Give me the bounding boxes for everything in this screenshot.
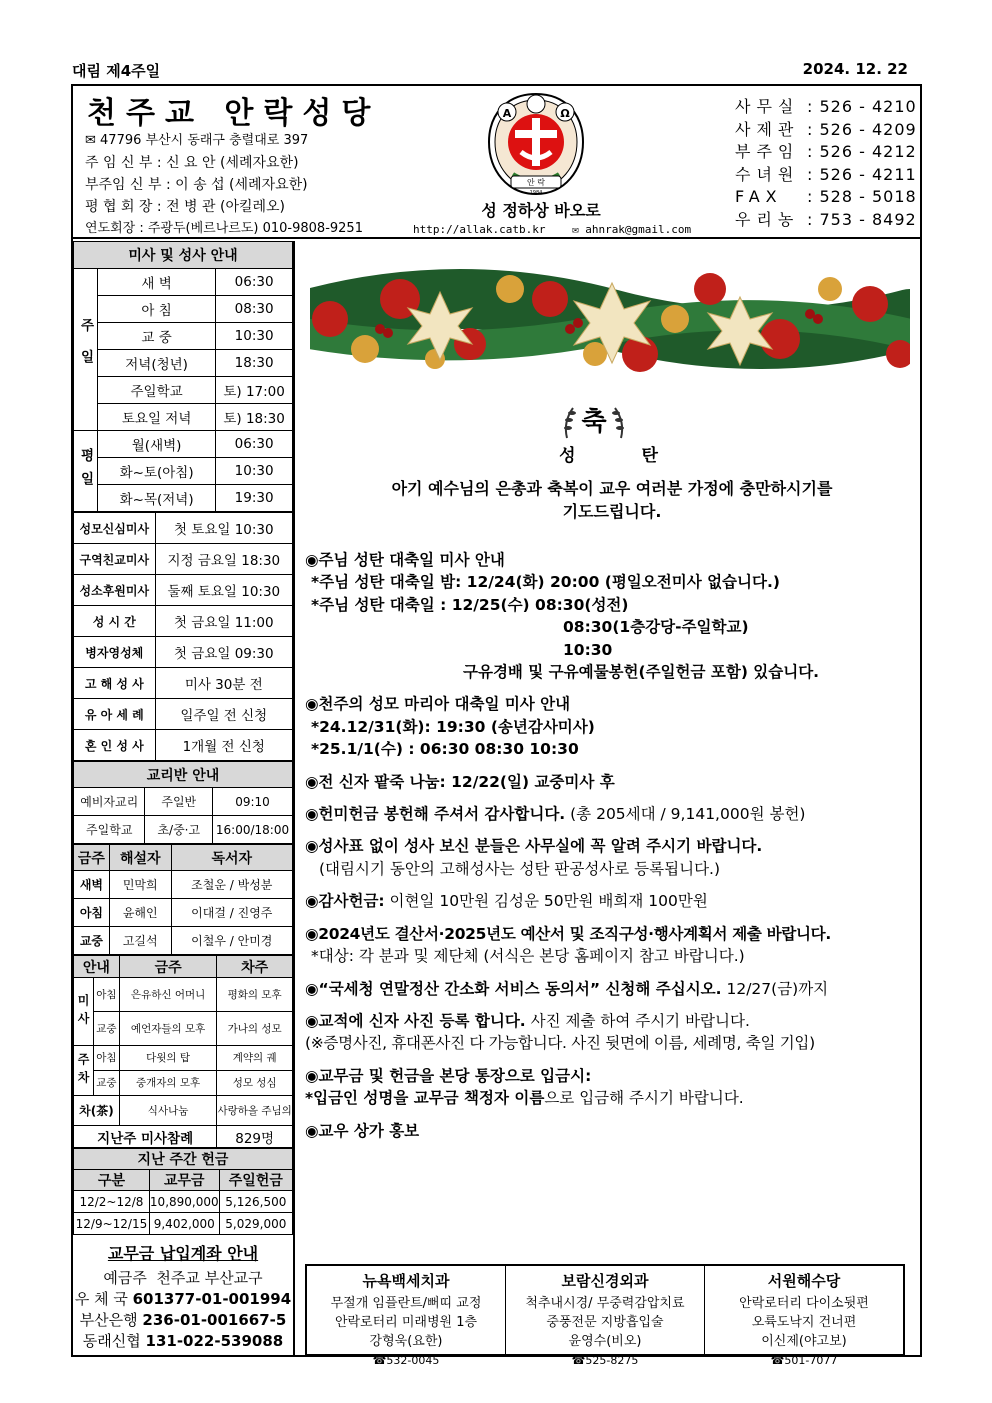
guide-mass-label: 미사 bbox=[74, 978, 94, 1046]
servers-header: 금주 bbox=[74, 845, 110, 871]
shop-line: 중풍전문 지방흡입술 bbox=[546, 1315, 664, 1330]
class-time: 09:10 bbox=[213, 788, 293, 816]
guide-header: 금주 bbox=[119, 956, 216, 978]
church-logo bbox=[485, 90, 587, 198]
guide-this: 중개자의 모후 bbox=[119, 1071, 216, 1096]
shop-phone: ☎525-8275 bbox=[571, 1354, 639, 1367]
offering-header: 교무금 bbox=[149, 1170, 219, 1191]
mass-time: 08:30 bbox=[216, 296, 293, 323]
class-day: 주일반 bbox=[145, 788, 213, 816]
mass-time: 10:30 bbox=[216, 458, 293, 485]
guide-this: 다윗의 탑 bbox=[119, 1046, 216, 1071]
liturgical-week: 대림 제4주일 bbox=[72, 62, 161, 80]
website-link[interactable]: http://allak.catb.kr bbox=[413, 223, 546, 236]
main-content bbox=[297, 241, 920, 1367]
guide-slot: 아침 bbox=[93, 978, 119, 1012]
special-time: 지정 금요일 18:30 bbox=[155, 544, 292, 575]
mass-name: 화~토(아침) bbox=[97, 458, 215, 485]
offering-title: 지난 주간 헌금 bbox=[74, 1149, 293, 1170]
blessing-message bbox=[317, 477, 907, 523]
notice-photo: ◉교적에 신자 사진 등록 합니다. 사진 제출 하여 주시기 바랍니다. (※증명사진, 휴대폰사진 다 가능합니다. 사진 뒷면에 이름, 세례명, 축일 기입) bbox=[305, 1010, 915, 1055]
guide-header: 차주 bbox=[217, 956, 293, 978]
account-bank: 동래신협 131-022-539088 bbox=[82, 1332, 284, 1350]
mass-name: 아 침 bbox=[97, 296, 215, 323]
catechism-table bbox=[73, 761, 293, 844]
guide-slot: 교중 bbox=[93, 1071, 119, 1096]
shop-name: 서원해수당 bbox=[767, 1272, 841, 1290]
mass-name: 월(새벽) bbox=[97, 431, 215, 458]
special-time: 첫 토요일 10:30 bbox=[155, 513, 292, 544]
notice-line: *주님 성탄 대축일 밤: 12/24(화) 20:00 (평일오전미사 없습니다.) bbox=[311, 573, 780, 592]
guide-header: 안내 bbox=[74, 956, 120, 978]
shop-phone: ☎532-0045 bbox=[372, 1354, 440, 1367]
commentator: 민막희 bbox=[109, 871, 171, 899]
guide-tea-label: 주차 bbox=[74, 1046, 94, 1096]
mass-time: 06:30 bbox=[216, 431, 293, 458]
server-slot: 새벽 bbox=[74, 871, 110, 899]
special-mass-table bbox=[73, 512, 293, 761]
attendance-value: 829명 bbox=[217, 1126, 293, 1148]
special-time: 첫 금요일 11:00 bbox=[155, 606, 292, 637]
svg-text:Ω: Ω bbox=[560, 107, 570, 120]
notices bbox=[305, 549, 915, 1152]
shop-line: 안락로터리 다이소뒷편 bbox=[739, 1296, 869, 1311]
offering-header: 구분 bbox=[74, 1170, 150, 1191]
mass-name: 화~목(저녁) bbox=[97, 485, 215, 512]
notice-thanks-offering: ◉감사헌금: 이현일 10만원 김성운 50만원 배희재 100만원 bbox=[305, 892, 708, 911]
notice-line: *주님 성탄 대축일 : 12/25(수) 08:30(성전) bbox=[311, 595, 629, 614]
blessing-line: 기도드립니다. bbox=[562, 502, 662, 521]
mass-time: 10:30 bbox=[216, 323, 293, 350]
logo-year: 1984 bbox=[529, 190, 543, 196]
shop-line: 오륙도낙지 건너편 bbox=[751, 1315, 857, 1330]
phone-row: 수녀원 : 526 - 4211 bbox=[735, 164, 917, 184]
header bbox=[73, 86, 920, 239]
mass-time: 06:30 bbox=[216, 269, 293, 296]
notice-line: *24.12/31(화): 19:30 (송년감사미사) bbox=[311, 717, 595, 736]
shop-card bbox=[705, 1266, 903, 1367]
mass-title: 미사 및 성사 안내 bbox=[74, 242, 293, 269]
guide-next: 평화의 모후 bbox=[217, 978, 293, 1012]
weekday-label: 평일 bbox=[74, 431, 98, 512]
mass-name: 교 중 bbox=[97, 323, 215, 350]
offering-table bbox=[73, 1148, 293, 1235]
readers: 이철우 / 안미경 bbox=[171, 927, 292, 955]
notice-title: ◉천주의 성모 마리아 대축일 미사 안내 bbox=[305, 695, 571, 714]
notice-shops: ◉교우 상가 홍보 bbox=[305, 1121, 420, 1140]
sunday-label: 주일 bbox=[74, 269, 98, 431]
bulletin-date: 2024. 12. 22 bbox=[802, 60, 908, 78]
shop-name: 뉴욕백세치과 bbox=[362, 1272, 450, 1290]
pastor: 주 임 신 부 : 신 요 안 (세례자요한) bbox=[85, 155, 299, 171]
account-holder: 예금주 천주교 부산교구 bbox=[103, 1269, 263, 1287]
mass-time: 19:30 bbox=[216, 485, 293, 512]
notice-title: ◉교무금 및 헌금을 본당 통장으로 입금시: bbox=[305, 1066, 592, 1085]
guide-next: 계약의 궤 bbox=[217, 1046, 293, 1071]
offering-dues: 9,402,000 bbox=[149, 1213, 219, 1235]
notice-bank-deposit: ◉교무금 및 헌금을 본당 통장으로 입금시: *입금인 성명을 교무금 책정자 이름으로 입금해 주시기 바랍니다. bbox=[305, 1065, 915, 1110]
special-name: 구역친교미사 bbox=[74, 544, 156, 575]
class-day: 초/중·고 bbox=[145, 816, 213, 844]
offering-dues: 10,890,000 bbox=[149, 1191, 219, 1213]
notice-line: (※증명사진, 휴대폰사진 다 가능합니다. 사진 뒷면에 이름, 세례명, 축일 기입) bbox=[305, 1034, 815, 1053]
notice-christmas-mass bbox=[305, 549, 915, 683]
church-name: 천주교 안락성당 bbox=[87, 96, 381, 131]
mass-name: 새 벽 bbox=[97, 269, 215, 296]
shop-card bbox=[307, 1266, 506, 1367]
special-time: 일주일 전 신청 bbox=[155, 699, 292, 730]
notice-rice-offering: ◉헌미헌금 봉헌해 주셔서 감사합니다. (총 205세대 / 9,141,000원 봉헌) bbox=[305, 805, 806, 824]
guide-this: 식사나눔 bbox=[119, 1096, 216, 1126]
congrats-char: 축 bbox=[581, 407, 607, 437]
choir-leader: 연도회장 : 주광두(베르나르도) 010-9808-9251 bbox=[85, 221, 363, 236]
bulletin-sheet bbox=[71, 84, 922, 1367]
shop-line: 안락로터리 미래병원 1층 bbox=[334, 1315, 478, 1330]
notice-red-bean: ◉전 신자 팥죽 나눔: 12/22(일) 교중미사 후 bbox=[305, 772, 615, 791]
special-name: 고 해 성 사 bbox=[74, 668, 156, 699]
notice-line: 구유경배 및 구유예물봉헌(주일헌금 포함) 있습니다. bbox=[463, 663, 820, 682]
shop-phone: ☎501-7077 bbox=[770, 1354, 838, 1367]
special-name: 병자영성체 bbox=[74, 637, 156, 668]
mass-schedule-table bbox=[73, 241, 293, 512]
notice-title: ◉주님 성탄 대축일 미사 안내 bbox=[305, 551, 505, 569]
phone-row: 부주임 : 526 - 4212 bbox=[735, 142, 917, 161]
logo-text: 안 락 bbox=[527, 178, 545, 187]
attendance-label: 지난주 미사참례 bbox=[74, 1126, 217, 1148]
guide-next: 사랑하올 주님의 bbox=[217, 1096, 293, 1126]
guide-slot: 교중 bbox=[93, 1012, 119, 1046]
class-time: 16:00/18:00 bbox=[213, 816, 293, 844]
guide-this: 은유하신 어머니 bbox=[119, 978, 216, 1012]
offering-period: 12/9~12/15 bbox=[74, 1213, 150, 1235]
special-time: 미사 30분 전 bbox=[155, 668, 292, 699]
notice-title: ◉성사표 없이 성사 보신 분들은 사무실에 꼭 알려 주시기 바랍니다. bbox=[305, 837, 763, 856]
guide-table bbox=[73, 955, 293, 1148]
council-president: 평 협 회 장 : 전 병 관 (아킬레오) bbox=[85, 199, 286, 215]
offering-period: 12/2~12/8 bbox=[74, 1191, 150, 1213]
christmas-garland-image bbox=[310, 259, 910, 387]
notice-line: *25.1/1(수) : 06:30 08:30 10:30 bbox=[311, 740, 579, 759]
notice-line: 08:30(1층강당-주일학교) bbox=[563, 618, 749, 637]
class-name: 주일학교 bbox=[74, 816, 145, 844]
phone-row: 사제관 : 526 - 4209 bbox=[735, 119, 917, 139]
readers: 조철운 / 박성분 bbox=[171, 871, 292, 899]
notice-line: 10:30 bbox=[563, 640, 613, 659]
mass-name: 토요일 저녁 bbox=[97, 404, 215, 431]
mass-time: 토) 18:30 bbox=[216, 404, 293, 431]
patron-saint: 성 정하상 바오로 bbox=[481, 201, 601, 220]
account-bank: 우 체 국 601377-01-001994 bbox=[74, 1290, 292, 1308]
server-slot: 아침 bbox=[74, 899, 110, 927]
shop-owner: 강형욱(요한) bbox=[369, 1334, 443, 1349]
guide-next: 가나의 성모 bbox=[217, 1012, 293, 1046]
shop-card bbox=[506, 1266, 705, 1367]
mass-time: 토) 17:00 bbox=[216, 377, 293, 404]
notice-confession bbox=[305, 835, 915, 880]
special-time: 1개월 전 신청 bbox=[155, 730, 292, 761]
phone-row: FAX : 528 - 5018 bbox=[735, 187, 917, 206]
special-name: 성 시 간 bbox=[74, 606, 156, 637]
catechism-title: 교리반 안내 bbox=[74, 762, 293, 788]
top-line bbox=[72, 60, 920, 82]
shop-line: 척추내시경/ 무중력감압치료 bbox=[525, 1296, 685, 1311]
phone-list bbox=[735, 96, 917, 231]
mass-name: 주일학교 bbox=[97, 377, 215, 404]
server-slot: 교중 bbox=[74, 927, 110, 955]
special-name: 유 아 세 례 bbox=[74, 699, 156, 730]
offering-sunday: 5,126,500 bbox=[219, 1191, 292, 1213]
address: ✉ 47796 부산시 동래구 충렬대로 397 bbox=[85, 133, 309, 148]
left-sidebar bbox=[73, 241, 295, 1355]
special-time: 첫 금요일 09:30 bbox=[155, 637, 292, 668]
blessing-line: 아기 예수님의 은총과 축복이 교우 여러분 가정에 충만하시기를 bbox=[391, 479, 833, 498]
phone-row: 사무실 : 526 - 4210 bbox=[735, 97, 917, 116]
commentator: 고길석 bbox=[109, 927, 171, 955]
servers-header: 독서자 bbox=[171, 845, 292, 871]
notice-budget bbox=[305, 923, 915, 968]
special-name: 성모신심미사 bbox=[74, 513, 156, 544]
notice-line: (대림시기 동안의 고해성사는 성탄 판공성사로 등록됩니다.) bbox=[319, 859, 721, 878]
account-bank: 부산은행 236-01-001667-5 bbox=[79, 1311, 287, 1329]
special-time: 둘째 토요일 10:30 bbox=[155, 575, 292, 606]
shop-ads bbox=[305, 1264, 905, 1367]
guide-next: 성모 성심 bbox=[217, 1071, 293, 1096]
phone-row: 우리농 : 753 - 8492 bbox=[735, 209, 917, 229]
shop-owner: 이신제(야고보) bbox=[761, 1334, 847, 1349]
guide-serve-label: 차(茶) bbox=[74, 1096, 120, 1126]
account-info bbox=[73, 1235, 293, 1352]
contact-links bbox=[413, 223, 691, 236]
svg-text:A: A bbox=[502, 107, 512, 120]
special-name: 혼 인 성 사 bbox=[74, 730, 156, 761]
assistant-pastor: 부주임 신 부 : 이 송 섭 (세례자요한) bbox=[85, 177, 308, 193]
servers-header: 해설자 bbox=[109, 845, 171, 871]
class-name: 예비자교리 bbox=[74, 788, 145, 816]
church-info bbox=[85, 130, 363, 240]
servers-table bbox=[73, 844, 293, 955]
readers: 이대걸 / 진영주 bbox=[171, 899, 292, 927]
notice-title: ◉2024년도 결산서·2025년도 예산서 및 조직구성·행사계획서 제출 바랍니다. bbox=[305, 924, 831, 943]
christmas-title: 성 탄 bbox=[559, 446, 658, 466]
commentator: 윤해인 bbox=[109, 899, 171, 927]
shop-line: 무절개 임플란트/뻐띠 교정 bbox=[330, 1296, 482, 1311]
offering-sunday: 5,029,000 bbox=[219, 1213, 292, 1235]
guide-this: 예언자들의 모후 bbox=[119, 1012, 216, 1046]
email-link[interactable]: ✉ ahnrak@gmail.com bbox=[571, 223, 692, 236]
mass-name: 저녁(청년) bbox=[97, 350, 215, 377]
mass-time: 18:30 bbox=[216, 350, 293, 377]
offering-header: 주일헌금 bbox=[219, 1170, 292, 1191]
notice-tax: ◉“국세청 연말정산 간소화 서비스 동의서” 신청해 주십시오. 12/27(금)까지 bbox=[305, 979, 829, 998]
special-name: 성소후원미사 bbox=[74, 575, 156, 606]
guide-slot: 아침 bbox=[93, 1046, 119, 1071]
shop-owner: 윤영수(비오) bbox=[568, 1334, 642, 1349]
shop-name: 보람신경외과 bbox=[561, 1272, 649, 1290]
notice-line: *대상: 각 분과 및 제단체 (서식은 본당 홈페이지 참고 바랍니다.) bbox=[311, 947, 745, 966]
account-title: 교무금 납입계좌 안내 bbox=[107, 1244, 259, 1263]
notice-mary-mass bbox=[305, 693, 915, 760]
